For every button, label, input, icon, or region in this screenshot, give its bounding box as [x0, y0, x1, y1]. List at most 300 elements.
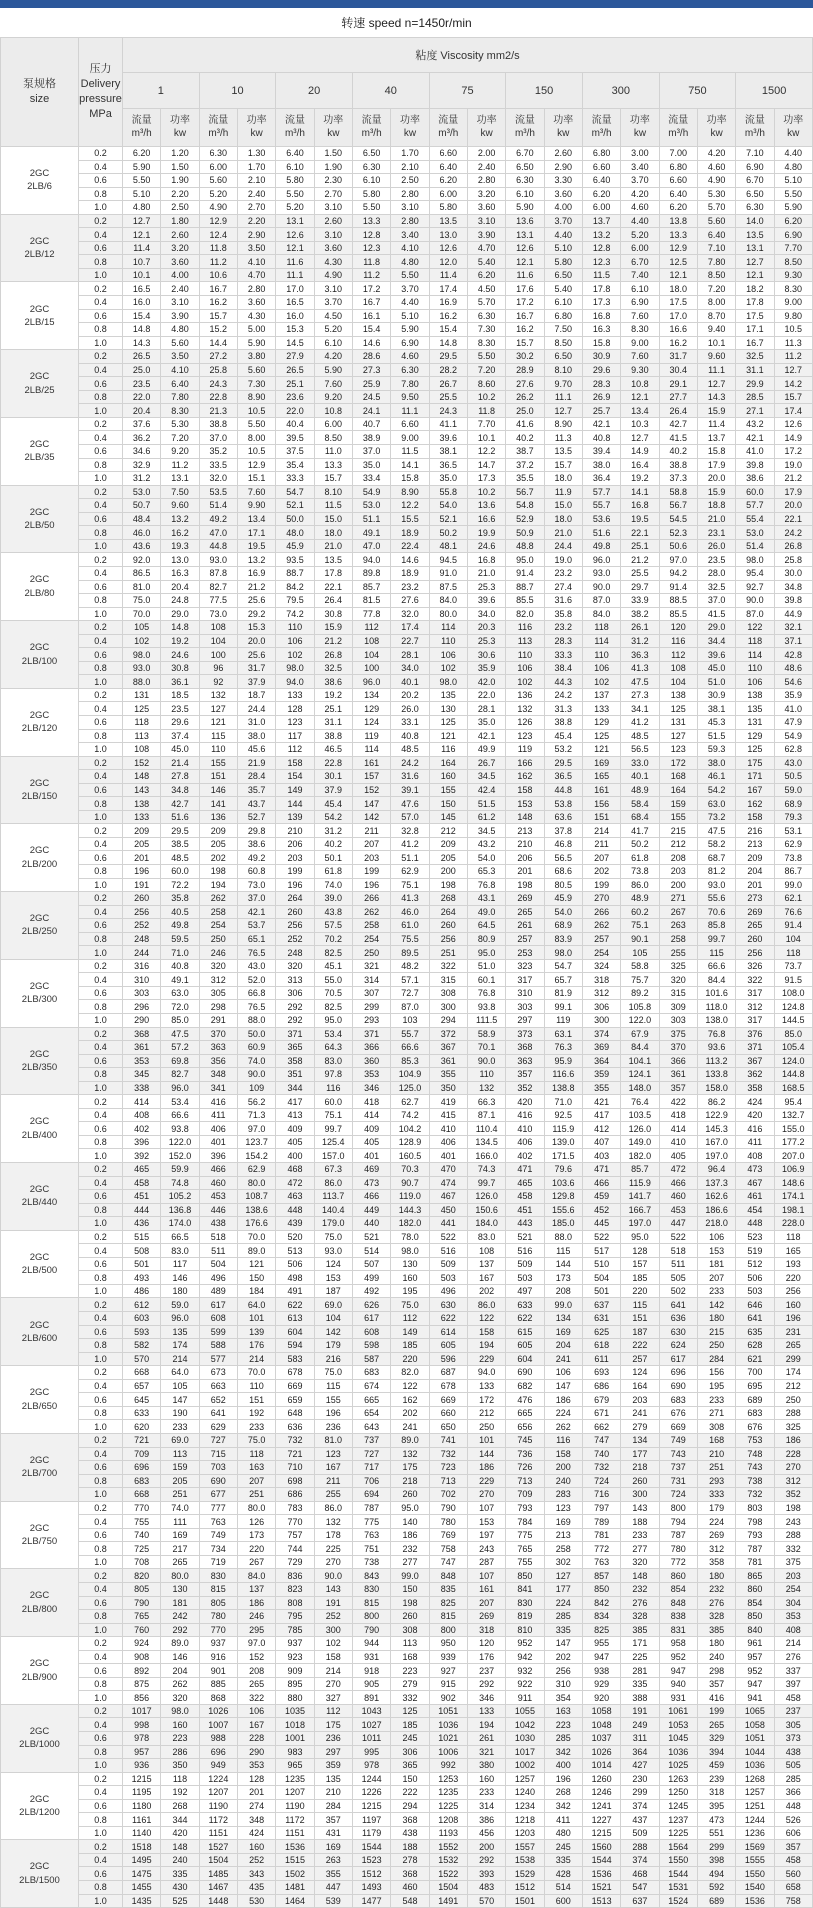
power-cell: 40.8 [161, 959, 199, 973]
power-cell: 274 [237, 1799, 275, 1813]
flow-cell: 446 [199, 1203, 237, 1217]
flow-cell: 81.0 [123, 580, 161, 594]
power-cell: 64.3 [314, 1041, 352, 1055]
flow-cell: 93.5 [276, 553, 314, 567]
flow-cell: 114 [352, 743, 390, 757]
power-cell: 25.3 [467, 580, 505, 594]
flow-cell: 51.4 [736, 539, 774, 553]
flow-cell: 121 [582, 743, 620, 757]
pump-model: 2GC 2LB/35 [1, 417, 79, 485]
flow-cell: 1544 [352, 1840, 390, 1854]
power-cell: 97.0 [237, 1122, 275, 1136]
flow-cell: 161 [352, 756, 390, 770]
flow-cell: 421 [582, 1095, 620, 1109]
power-cell: 4.80 [774, 160, 812, 174]
power-cell: 6.20 [774, 214, 812, 228]
power-cell: 175 [314, 1718, 352, 1732]
power-cell: 265 [237, 1677, 275, 1691]
flow-cell: 929 [582, 1677, 620, 1691]
power-cell: 64.0 [161, 1366, 199, 1380]
power-cell: 8.50 [544, 336, 582, 350]
flow-cell: 916 [199, 1650, 237, 1664]
power-cell: 160 [237, 1840, 275, 1854]
power-cell: 8.90 [391, 485, 429, 499]
flow-cell: 27.7 [659, 390, 697, 404]
pressure-value: 0.4 [79, 1312, 123, 1326]
flow-cell: 514 [352, 1244, 390, 1258]
power-cell: 138.8 [544, 1081, 582, 1095]
flow-cell: 52.1 [276, 499, 314, 513]
flow-cell: 26.5 [276, 363, 314, 377]
flow-cell: 91.0 [429, 566, 467, 580]
flow-cell: 937 [199, 1637, 237, 1651]
flow-cell: 80.0 [429, 607, 467, 621]
power-cell: 5.70 [467, 296, 505, 310]
flow-cell: 698 [276, 1474, 314, 1488]
power-cell: 68.9 [544, 919, 582, 933]
power-cell: 96.0 [161, 1081, 199, 1095]
pressure-value: 1.0 [79, 1149, 123, 1163]
power-cell: 99.0 [774, 878, 812, 892]
table-row [1, 1284, 813, 1298]
table-row [1, 1677, 813, 1691]
flow-cell: 25.9 [352, 377, 390, 391]
flow-cell: 460 [659, 1190, 697, 1204]
pressure-value: 0.6 [79, 377, 123, 391]
power-cell: 90.0 [237, 1068, 275, 1082]
flow-cell: 645 [123, 1393, 161, 1407]
table-row [1, 147, 813, 161]
power-cell: 2.80 [391, 214, 429, 228]
power-cell: 11.9 [544, 485, 582, 499]
power-cell: 180 [161, 1284, 199, 1298]
power-cell: 262 [544, 1420, 582, 1434]
power-cell: 15.0 [544, 499, 582, 513]
power-cell: 25.1 [314, 702, 352, 716]
power-cell: 132 [314, 1515, 352, 1529]
table-row [1, 1813, 813, 1827]
flow-cell: 765 [123, 1610, 161, 1624]
power-cell: 106 [544, 1366, 582, 1380]
pressure-value: 0.4 [79, 1650, 123, 1664]
flow-cell: 44.8 [199, 539, 237, 553]
power-cell: 60.9 [237, 1041, 275, 1055]
flow-cell: 815 [429, 1610, 467, 1624]
flow-cell: 25.7 [582, 404, 620, 418]
pump-model: 2GC 2LB/6 [1, 147, 79, 215]
table-row [1, 1786, 813, 1800]
power-cell: 169 [161, 1528, 199, 1542]
power-cell: 368 [391, 1813, 429, 1827]
flow-cell: 420 [506, 1095, 544, 1109]
flow-cell: 5.20 [199, 187, 237, 201]
flow-cell: 473 [736, 1163, 774, 1177]
pressure-value: 0.4 [79, 702, 123, 716]
flow-cell: 743 [659, 1447, 697, 1461]
pressure-column-header: 压力 Delivery pressure MPa [79, 38, 123, 147]
flow-cell: 35.4 [276, 458, 314, 472]
power-cell: 7.50 [544, 323, 582, 337]
flow-cell: 1529 [506, 1867, 544, 1881]
flow-cell: 724 [659, 1488, 697, 1502]
power-cell: 26.7 [467, 756, 505, 770]
power-cell: 16.8 [467, 553, 505, 567]
pump-model: 2GC 2LB/900 [1, 1637, 79, 1705]
power-cell: 113.7 [314, 1190, 352, 1204]
flow-cell: 1241 [582, 1799, 620, 1813]
flow-cell: 6.20 [123, 147, 161, 161]
power-cell: 193 [774, 1257, 812, 1271]
table-row [1, 1041, 813, 1055]
power-cell: 3.90 [467, 228, 505, 242]
power-cell: 152.0 [161, 1149, 199, 1163]
flow-cell: 775 [506, 1528, 544, 1542]
power-cell: 600 [544, 1894, 582, 1908]
pressure-value: 1.0 [79, 1759, 123, 1773]
flow-cell: 988 [199, 1731, 237, 1745]
flow-cell: 248 [276, 946, 314, 960]
flow-cell: 747 [582, 1433, 620, 1447]
power-cell: 281 [621, 1664, 659, 1678]
power-cell: 20.3 [467, 621, 505, 635]
power-cell: 26.1 [621, 621, 659, 635]
table-row [1, 336, 813, 350]
flow-cell: 167 [736, 783, 774, 797]
power-cell: 216 [314, 1352, 352, 1366]
flow-cell: 352 [506, 1081, 544, 1095]
power-cell: 99.0 [544, 1298, 582, 1312]
flow-cell: 171 [736, 770, 774, 784]
power-cell: 262 [161, 1677, 199, 1691]
flow-cell: 593 [123, 1325, 161, 1339]
power-cell: 245 [391, 1731, 429, 1745]
power-cell: 58.9 [467, 1027, 505, 1041]
flow-cell: 780 [659, 1542, 697, 1556]
pump-group [1, 1366, 813, 1434]
power-cell: 3.90 [161, 309, 199, 323]
power-cell: 145.3 [697, 1122, 735, 1136]
power-cell: 31.1 [314, 715, 352, 729]
pressure-value: 0.6 [79, 309, 123, 323]
flow-cell: 106 [506, 661, 544, 675]
power-cell: 223 [391, 1664, 429, 1678]
flow-cell: 472 [276, 1176, 314, 1190]
flow-cell: 100 [352, 661, 390, 675]
flow-cell: 128 [276, 702, 314, 716]
flow-cell: 671 [582, 1406, 620, 1420]
power-cell: 112 [314, 1704, 352, 1718]
table-row [1, 228, 813, 242]
table-row [1, 1745, 813, 1759]
power-cell: 306 [391, 1745, 429, 1759]
flow-cell: 17.4 [429, 282, 467, 296]
power-cell: 186.6 [697, 1203, 735, 1217]
flow-cell: 445 [582, 1217, 620, 1231]
pressure-value: 0.4 [79, 634, 123, 648]
flow-cell: 23.6 [276, 390, 314, 404]
flow-cell: 1224 [199, 1772, 237, 1786]
power-cell: 47.5 [697, 824, 735, 838]
power-cell: 118 [161, 1772, 199, 1786]
power-cell: 43.2 [467, 837, 505, 851]
flow-cell: 49.2 [199, 512, 237, 526]
pressure-value: 0.6 [79, 1393, 123, 1407]
power-cell: 88.0 [544, 1230, 582, 1244]
flow-cell: 6.10 [506, 187, 544, 201]
pressure-value: 1.0 [79, 268, 123, 282]
power-cell: 5.60 [237, 363, 275, 377]
power-cell: 185 [391, 1718, 429, 1732]
power-cell: 308 [391, 1623, 429, 1637]
flow-cell: 12.7 [736, 255, 774, 269]
power-cell: 509 [621, 1826, 659, 1840]
viscosity-value-header: 20 [276, 73, 353, 109]
power-cell: 57.0 [391, 810, 429, 824]
flow-cell: 794 [659, 1515, 697, 1529]
flow-cell: 815 [352, 1596, 390, 1610]
pressure-value: 0.2 [79, 1298, 123, 1312]
flow-cell: 84.2 [276, 580, 314, 594]
flow-cell: 149 [276, 783, 314, 797]
pressure-value: 0.6 [79, 174, 123, 188]
power-cell: 137.3 [697, 1176, 735, 1190]
flow-cell: 1014 [582, 1759, 620, 1773]
power-cell: 15.9 [314, 621, 352, 635]
table-row [1, 1068, 813, 1082]
flow-cell: 106 [276, 634, 314, 648]
power-cell: 33.1 [391, 715, 429, 729]
pump-size-column-header: 泵规格 size [1, 38, 79, 147]
power-cell: 199 [697, 1704, 735, 1718]
flow-cell: 738 [736, 1474, 774, 1488]
power-cell: 6.10 [544, 296, 582, 310]
pressure-value: 0.6 [79, 986, 123, 1000]
power-cell: 3.00 [621, 147, 659, 161]
power-cell: 76.5 [237, 1000, 275, 1014]
flow-cell: 451 [506, 1203, 544, 1217]
power-cell: 45.3 [697, 715, 735, 729]
flow-cell: 207 [352, 837, 390, 851]
flow-cell: 215 [659, 824, 697, 838]
flow-cell: 1180 [123, 1799, 161, 1813]
power-cell: 14.9 [774, 431, 812, 445]
viscosity-value-header: 1500 [736, 73, 813, 109]
flow-cell: 11.6 [276, 255, 314, 269]
flow-cell: 6.70 [736, 174, 774, 188]
power-cell: 416 [697, 1691, 735, 1705]
flow-cell: 303 [123, 986, 161, 1000]
flow-cell: 254 [352, 932, 390, 946]
flow-cell: 1544 [582, 1853, 620, 1867]
table-row [1, 1582, 813, 1596]
pressure-value: 0.4 [79, 1786, 123, 1800]
pressure-value: 0.4 [79, 296, 123, 310]
flow-cell: 1504 [429, 1881, 467, 1895]
power-cell: 277 [621, 1542, 659, 1556]
power-cell: 2.70 [237, 201, 275, 215]
flow-cell: 787 [352, 1501, 390, 1515]
flow-cell: 819 [506, 1610, 544, 1624]
power-cell: 68.6 [544, 864, 582, 878]
table-row [1, 174, 813, 188]
flow-cell: 201 [123, 851, 161, 865]
power-cell: 6.30 [467, 309, 505, 323]
power-cell: 74.3 [467, 1163, 505, 1177]
power-cell: 270 [314, 1677, 352, 1691]
power-cell: 346 [467, 1691, 505, 1705]
power-cell: 21.2 [237, 580, 275, 594]
power-cell: 101 [467, 1433, 505, 1447]
pressure-value: 1.0 [79, 810, 123, 824]
flow-cell: 139 [276, 810, 314, 824]
power-cell: 4.60 [391, 350, 429, 364]
power-cell: 80.9 [467, 932, 505, 946]
table-row [1, 445, 813, 459]
power-cell: 169 [314, 1840, 352, 1854]
power-cell: 62.8 [774, 743, 812, 757]
power-cell: 270 [774, 1461, 812, 1475]
flow-cell: 924 [123, 1637, 161, 1651]
power-cell: 59.0 [774, 783, 812, 797]
flow-cell: 1026 [199, 1704, 237, 1718]
flow-cell: 323 [506, 959, 544, 973]
flow-cell: 458 [506, 1190, 544, 1204]
flow-cell: 1512 [352, 1867, 390, 1881]
power-cell: 64.5 [467, 919, 505, 933]
power-cell: 6.20 [467, 268, 505, 282]
power-cell: 51.5 [697, 729, 735, 743]
flow-cell: 1151 [199, 1826, 237, 1840]
power-cell: 30.9 [697, 688, 735, 702]
flow-cell: 16.9 [429, 296, 467, 310]
power-cell: 152 [237, 1650, 275, 1664]
flow-cell: 28.5 [736, 390, 774, 404]
flow-cell: 848 [429, 1569, 467, 1583]
flow-cell: 88.7 [276, 566, 314, 580]
flow-cell: 763 [352, 1528, 390, 1542]
flow-cell: 700 [736, 1366, 774, 1380]
power-cell: 186 [237, 1596, 275, 1610]
power-cell: 288 [774, 1528, 812, 1542]
power-cell: 5.60 [697, 214, 735, 228]
table-row [1, 715, 813, 729]
flow-cell: 55.7 [582, 499, 620, 513]
pump-model: 2GC 2LB/120 [1, 688, 79, 756]
flow-cell: 34.6 [123, 445, 161, 459]
flow-cell: 422 [659, 1095, 697, 1109]
power-cell: 24.4 [237, 702, 275, 716]
power-cell: 228.0 [774, 1217, 812, 1231]
pressure-value: 0.6 [79, 715, 123, 729]
flow-cell: 449 [352, 1203, 390, 1217]
pressure-value: 0.4 [79, 770, 123, 784]
power-cell: 147 [544, 1379, 582, 1393]
flow-cell: 810 [506, 1623, 544, 1637]
power-cell: 20.0 [774, 499, 812, 513]
power-cell: 3.60 [237, 296, 275, 310]
power-cell: 249 [621, 1718, 659, 1732]
power-cell: 90.0 [314, 1569, 352, 1583]
flow-cell: 6.00 [429, 187, 467, 201]
flow-cell: 1257 [736, 1786, 774, 1800]
power-cell: 411 [544, 1813, 582, 1827]
power-cell: 113.2 [697, 1054, 735, 1068]
flow-cell: 28.9 [506, 363, 544, 377]
flow-cell: 121 [199, 715, 237, 729]
power-cell: 448 [774, 1799, 812, 1813]
flow-cell: 110 [506, 648, 544, 662]
power-cell: 302 [544, 1555, 582, 1569]
flow-cell: 12.6 [429, 241, 467, 255]
power-cell: 115.9 [544, 1122, 582, 1136]
flow-cell: 603 [123, 1312, 161, 1326]
pressure-value: 0.8 [79, 1474, 123, 1488]
flow-cell: 95.4 [736, 566, 774, 580]
flow-cell: 96.0 [582, 553, 620, 567]
power-cell: 13.3 [314, 458, 352, 472]
power-cell: 18.0 [544, 472, 582, 486]
power-cell: 375 [774, 1555, 812, 1569]
table-row [1, 892, 813, 906]
flow-cell: 208 [659, 851, 697, 865]
flow-cell: 800 [659, 1501, 697, 1515]
power-cell: 33.3 [544, 648, 582, 662]
power-cell: 134 [621, 1433, 659, 1447]
power-cell: 22.1 [621, 526, 659, 540]
power-cell: 40.5 [161, 905, 199, 919]
power-unit-header: 功率 kw [774, 109, 812, 147]
flow-cell: 296 [123, 1000, 161, 1014]
power-cell: 15.7 [774, 390, 812, 404]
table-row [1, 1501, 813, 1515]
power-cell: 2.30 [314, 174, 352, 188]
flow-cell: 1226 [352, 1786, 390, 1800]
flow-cell: 471 [506, 1163, 544, 1177]
flow-cell: 266 [582, 905, 620, 919]
power-cell: 8.50 [774, 255, 812, 269]
power-cell: 17.4 [774, 404, 812, 418]
power-cell: 45.6 [237, 743, 275, 757]
flow-cell: 1036 [736, 1759, 774, 1773]
flow-cell: 265 [506, 905, 544, 919]
power-cell: 1.90 [161, 174, 199, 188]
power-cell: 89.0 [391, 1433, 429, 1447]
power-cell: 150 [237, 1271, 275, 1285]
power-cell: 148 [621, 1569, 659, 1583]
power-cell: 23.2 [544, 566, 582, 580]
flow-cell: 37.3 [659, 472, 697, 486]
flow-cell: 33.5 [199, 458, 237, 472]
flow-cell: 21.3 [199, 404, 237, 418]
power-cell: 42.1 [237, 905, 275, 919]
flow-cell: 459 [582, 1190, 620, 1204]
flow-cell: 26.4 [659, 404, 697, 418]
power-cell: 53.8 [544, 797, 582, 811]
power-cell: 179 [697, 1501, 735, 1515]
pump-group [1, 147, 813, 215]
power-cell: 220 [391, 1352, 429, 1366]
flow-cell: 303 [506, 1000, 544, 1014]
power-cell: 49.2 [237, 851, 275, 865]
flow-cell: 16.0 [123, 296, 161, 310]
flow-cell: 466 [659, 1176, 697, 1190]
flow-cell: 617 [199, 1298, 237, 1312]
power-cell: 115 [544, 1244, 582, 1258]
flow-cell: 14.4 [199, 336, 237, 350]
power-cell: 4.90 [314, 268, 352, 282]
flow-cell: 622 [429, 1312, 467, 1326]
flow-cell: 830 [199, 1569, 237, 1583]
